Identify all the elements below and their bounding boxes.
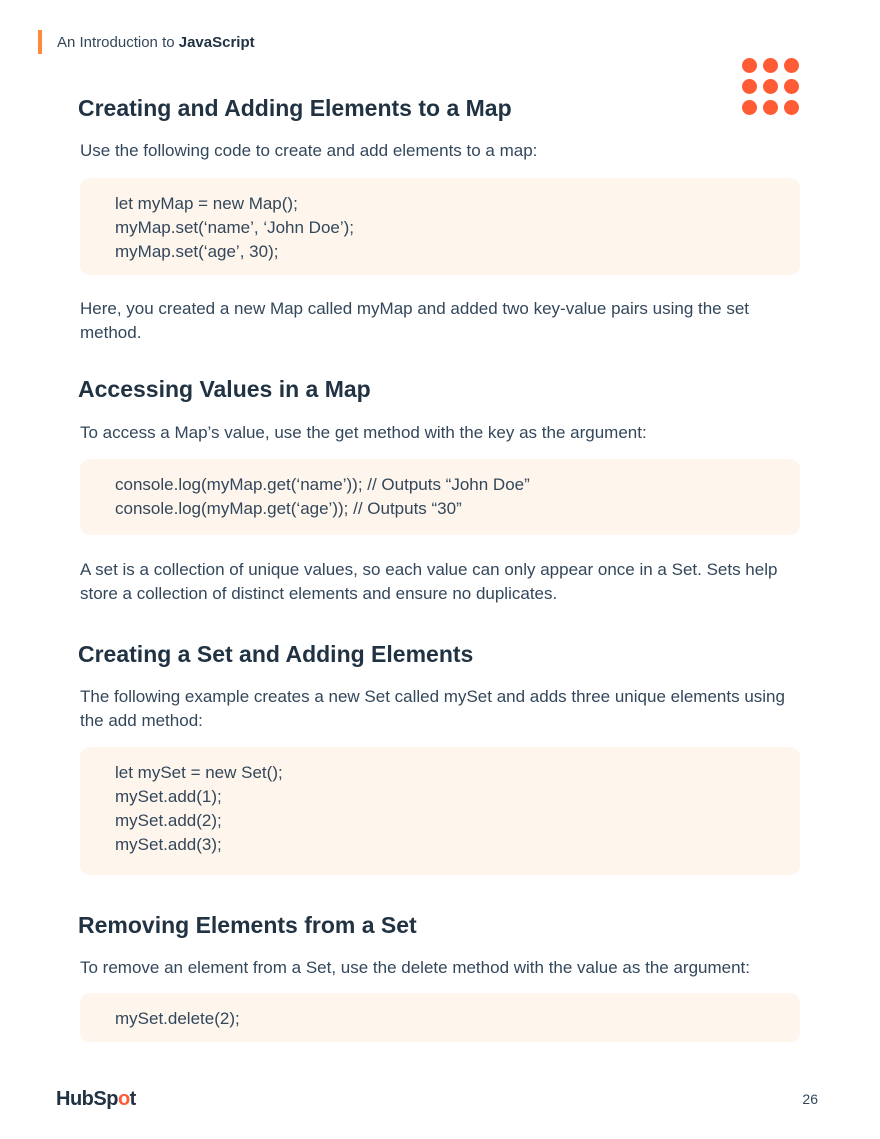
code-line: console.log(myMap.get(‘name’)); // Outputs “John Doe” bbox=[115, 475, 530, 494]
code-line: myMap.set(‘name’, ‘John Doe’); bbox=[115, 218, 355, 237]
decorative-dots-icon bbox=[742, 58, 799, 115]
code-line: mySet.add(3); bbox=[115, 835, 222, 854]
header-prefix: An Introduction to bbox=[57, 33, 179, 51]
code-line: mySet.add(2); bbox=[115, 811, 222, 830]
code-block bbox=[80, 459, 800, 535]
header-bold: JavaScript bbox=[178, 33, 255, 51]
section-text: Here, you created a new Map called myMap and added two key-value pairs using the set method. bbox=[80, 299, 750, 342]
running-header bbox=[38, 30, 255, 54]
section-intro: To remove an element from a Set, use the delete method with the value as the argument: bbox=[80, 958, 750, 977]
code-line: myMap.set(‘age’, 30); bbox=[115, 242, 279, 261]
section-intro: Use the following code to create and add elements to a map: bbox=[80, 141, 538, 160]
section-title: Removing Elements from a Set bbox=[78, 912, 417, 938]
section-title: Creating a Set and Adding Elements bbox=[78, 641, 474, 667]
code-line: let mySet = new Set(); bbox=[115, 763, 283, 782]
section-intro: The following example creates a new Set called mySet and adds three unique elements using the add method: bbox=[80, 687, 785, 730]
code-block bbox=[80, 747, 800, 875]
code-block bbox=[80, 993, 800, 1042]
section-text: A set is a collection of unique values, so each value can only appear once in a Set. Sets help store a collection of distinct elements and ensure no duplicates. bbox=[80, 560, 778, 603]
code-line: mySet.add(1); bbox=[115, 787, 222, 806]
section-intro: To access a Map’s value, use the get method with the key as the argument: bbox=[80, 423, 647, 442]
section-title: Accessing Values in a Map bbox=[78, 376, 371, 402]
page-number: 26 bbox=[802, 1091, 818, 1107]
hubspot-logo: HubSpot bbox=[56, 1088, 136, 1110]
code-line: mySet.delete(2); bbox=[115, 1009, 240, 1028]
code-line: console.log(myMap.get(‘age’)); // Outputs “30” bbox=[115, 499, 462, 518]
code-line: let myMap = new Map(); bbox=[115, 194, 298, 213]
code-block bbox=[80, 178, 800, 275]
accent-bar bbox=[38, 30, 42, 54]
section-title: Creating and Adding Elements to a Map bbox=[78, 95, 512, 121]
